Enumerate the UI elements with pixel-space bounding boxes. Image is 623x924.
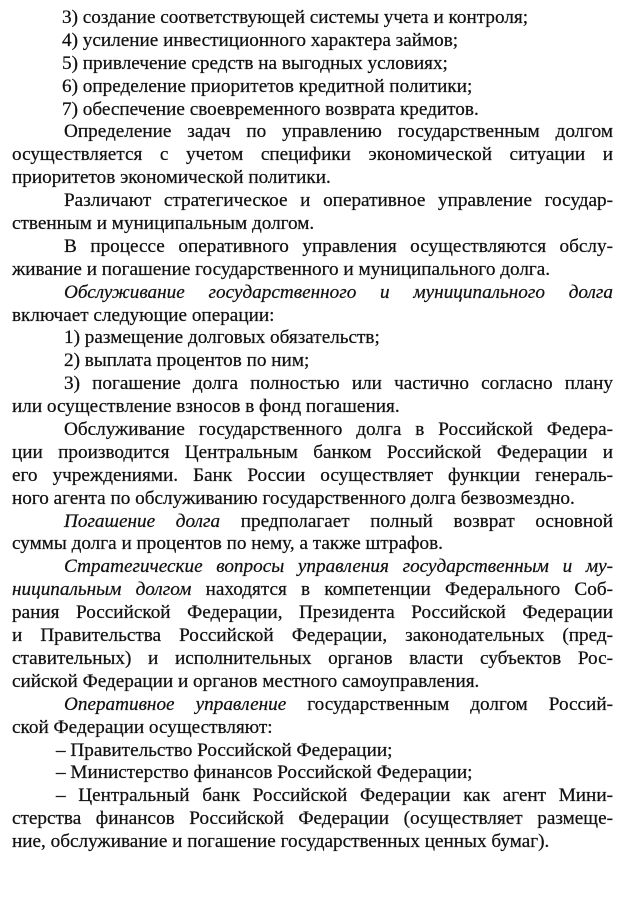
list-item: – Правительство Российской Федерации; — [56, 739, 393, 761]
paragraph-line — [12, 694, 613, 717]
list-item: – Центральный банк Российской Федерации как агент Мини- — [56, 785, 613, 807]
paragraph-line: или осуществление взносов в фонд погашения. — [12, 396, 400, 418]
paragraph-line: ставительных) и исполнительных органов власти субъектов Рос- — [12, 647, 613, 669]
italic-term: Обслуживание государственного и муниципального долга — [64, 281, 613, 303]
paragraph-line — [12, 511, 613, 534]
paragraph-line: ственным и муниципальным долгом. — [12, 213, 315, 235]
paragraph-line: осуществляется с учетом специфики экономической ситуации и — [12, 144, 613, 166]
paragraph-line: Определение задач по управлению государственным долгом — [64, 121, 613, 143]
paragraph-line: стерства финансов Российской Федерации (осуществляет размеще- — [12, 808, 613, 830]
paragraph-line: ской Федерации осуществляют: — [12, 716, 273, 738]
paragraph-text: находятся в компетенции Федерального Соб- — [191, 579, 613, 601]
paragraph-line — [12, 579, 613, 602]
paragraph-line: рания Российской Федерации, Президента Российской Федерации — [12, 602, 613, 624]
paragraph-line: его учреждениями. Банк России осуществляет функции генераль- — [12, 464, 613, 486]
list-item: 5) привлечение средств на выгодных условиях; — [62, 52, 448, 74]
list-item: 7) обеспечение своевременного возврата кредитов. — [62, 98, 479, 120]
list-item: 6) определение приоритетов кредитной политики; — [62, 75, 473, 97]
italic-term: Стратегические вопросы управления государственным и му- — [64, 556, 613, 578]
list-item: 2) выплата процентов по ним; — [64, 350, 310, 372]
paragraph-line: приоритетов экономической политики. — [12, 167, 331, 189]
list-item: 1) размещение долговых обязательств; — [64, 327, 380, 349]
paragraph-line: суммы долга и процентов по нему, а также штрафов. — [12, 533, 443, 555]
paragraph-line: ции производится Центральным банком Российской Федерации и — [12, 441, 613, 463]
paragraph-line: сийской Федерации и органов местного самоуправления. — [12, 670, 480, 692]
paragraph-line: включает следующие операции: — [12, 304, 275, 326]
italic-term: ниципальным долгом — [12, 579, 192, 601]
paragraph-line: ного агента по обслуживанию государственного долга безвозмездно. — [12, 487, 575, 509]
italic-term: Оперативное управление — [64, 693, 287, 715]
paragraph-line: Различают стратегическое и оперативное управление государ- — [64, 190, 613, 212]
italic-term: Погашение долга — [64, 510, 221, 532]
list-item: 3) погашение долга полностью или частично согласно плану — [64, 373, 613, 395]
list-item: 3) создание соответствующей системы учета и контроля; — [62, 7, 529, 28]
paragraph-text: предполагает полный возврат основной — [220, 510, 613, 532]
paragraph-line: живание и погашение государственного и муниципального долга. — [12, 258, 551, 280]
paragraph-text: государственным долгом Россий- — [286, 693, 613, 715]
list-item: – Министерство финансов Российской Федерации; — [56, 762, 473, 784]
paragraph-line: В процессе оперативного управления осуществляются обслу- — [64, 235, 613, 257]
paragraph-line: ние, обслуживание и погашение государственных ценных бумаг). — [12, 831, 550, 853]
paragraph-line: и Правительства Российской Федерации, законодательных (пред- — [12, 625, 613, 647]
list-item: 4) усиление инвестиционного характера займов; — [62, 29, 459, 51]
paragraph-line: Обслуживание государственного долга в Российской Федера- — [64, 419, 613, 441]
